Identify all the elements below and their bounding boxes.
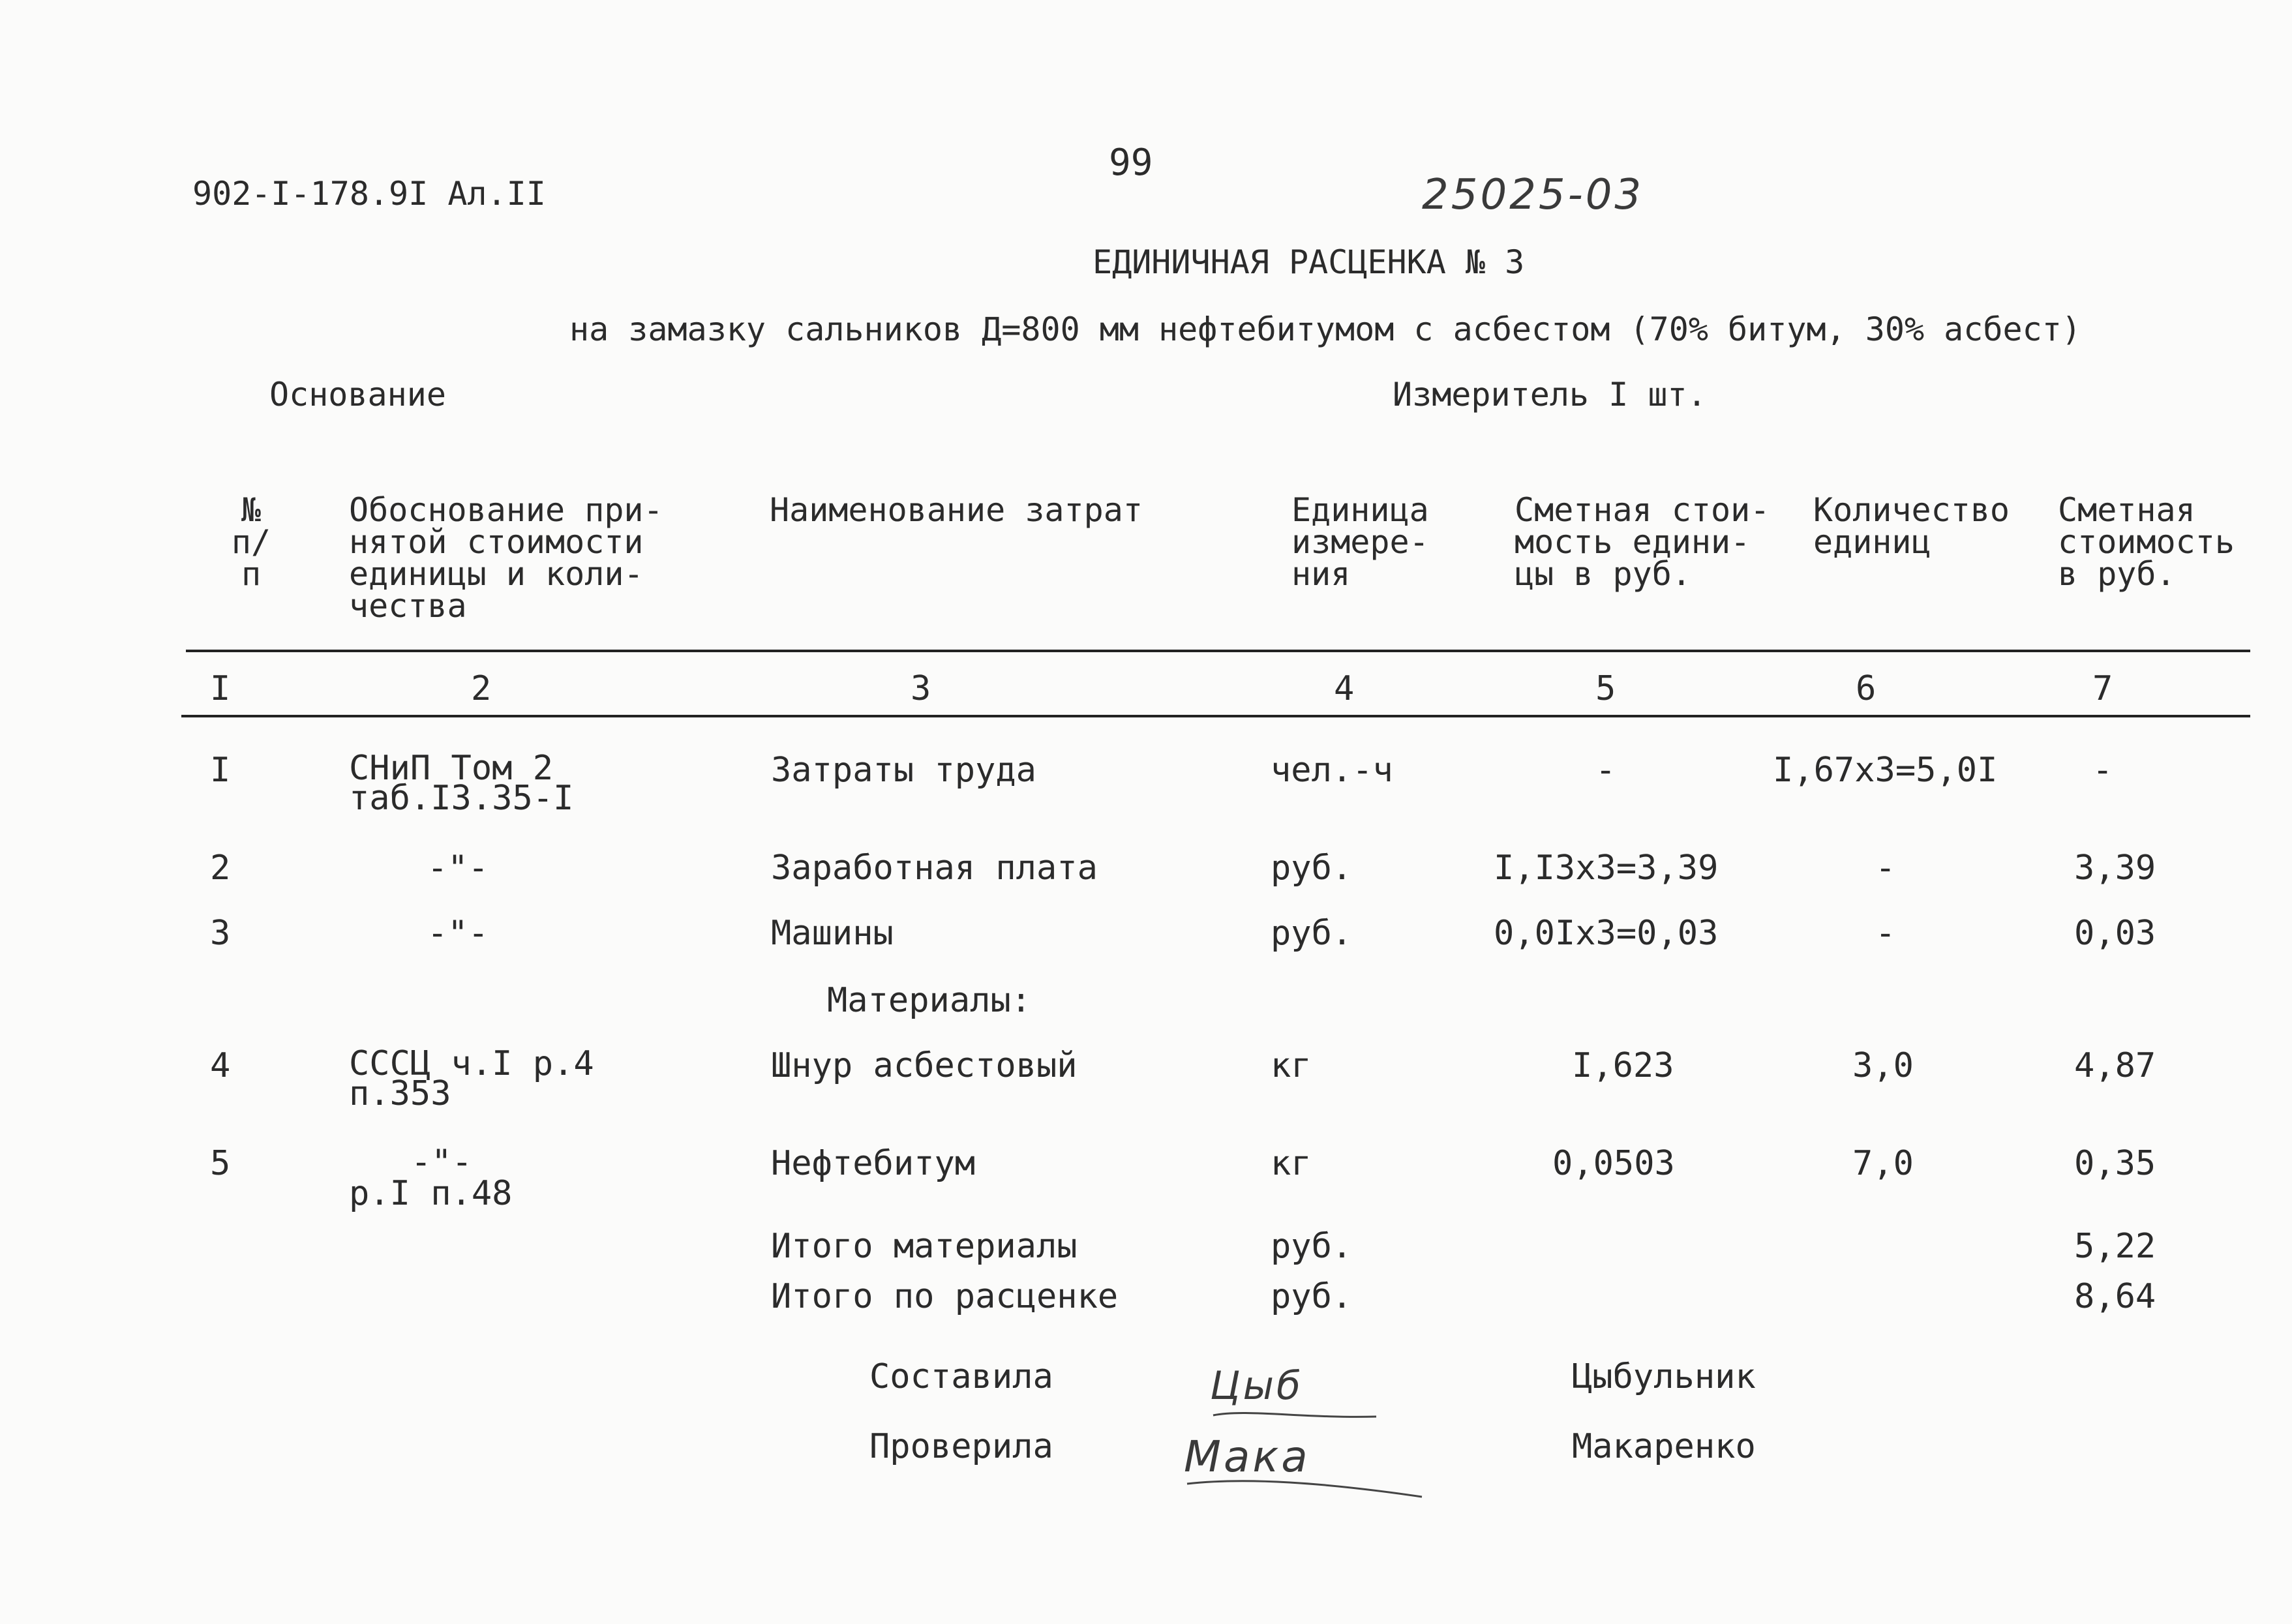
- row4-num: 4: [210, 1046, 231, 1085]
- checked-signature: Мака: [1184, 1432, 1310, 1482]
- checked-name: Макаренко: [1572, 1427, 1756, 1466]
- row4-cost: 4,87: [2074, 1046, 2156, 1085]
- compiled-name: Цыбульник: [1572, 1357, 1756, 1396]
- col-header-1: № п/п: [231, 491, 271, 593]
- checked-label: Проверила: [869, 1427, 1053, 1466]
- col-header-2: Обоснование при- нятой стоимости единицы и коли- чества: [349, 491, 663, 625]
- row3-basis: -"-: [427, 914, 489, 953]
- row3-num: 3: [210, 914, 231, 953]
- row3-unit: руб.: [1271, 914, 1353, 953]
- compiled-signature-stroke: [1207, 1370, 1383, 1428]
- numbers-rule: [181, 715, 2250, 717]
- row1-num: I: [210, 751, 231, 790]
- col-number-3: 3: [911, 669, 931, 708]
- row1-unit-cost: -: [1595, 751, 1616, 790]
- total-materials-label: Итого материалы: [771, 1227, 1078, 1266]
- checked-signature-stroke: [1181, 1445, 1428, 1503]
- row3-name: Машины: [771, 914, 894, 953]
- compiled-signature: Цыб: [1210, 1363, 1303, 1409]
- row2-qty: -: [1875, 849, 1896, 888]
- row1-cost: -: [2092, 751, 2113, 790]
- measure-label: Измеритель I шт.: [1393, 376, 1707, 414]
- col-number-4: 4: [1334, 669, 1355, 708]
- row2-unit: руб.: [1271, 849, 1353, 888]
- total-materials-cost: 5,22: [2074, 1227, 2156, 1266]
- row5-basis: -"- р.I п.48: [349, 1143, 513, 1213]
- materials-section-label: Материалы:: [827, 981, 1032, 1020]
- handwritten-code: 25025-03: [1422, 171, 1644, 219]
- total-rate-label: Итого по расценке: [771, 1277, 1119, 1316]
- row1-qty: I,67x3=5,0I: [1773, 751, 1998, 790]
- total-rate-unit: руб.: [1271, 1277, 1353, 1316]
- col-header-6: Количество единиц: [1813, 491, 2010, 561]
- row2-name: Заработная плата: [771, 849, 1098, 888]
- col-number-2: 2: [471, 669, 492, 708]
- col-header-5: Сметная стои- мость едини- цы в руб.: [1515, 491, 1770, 593]
- page-number: 99: [1109, 142, 1153, 184]
- header-rule: [186, 650, 2250, 652]
- row5-qty: 7,0: [1852, 1144, 1914, 1183]
- total-rate-cost: 8,64: [2074, 1277, 2156, 1316]
- compiled-label: Составила: [869, 1357, 1053, 1396]
- row1-name: Затраты труда: [771, 751, 1036, 790]
- page-title: ЕДИНИЧНАЯ РАСЦЕНКА № 3: [1093, 243, 1525, 281]
- row4-basis: СССЦ ч.I р.4 п.353: [349, 1044, 594, 1113]
- col-header-7: Сметная стоимость в руб.: [2058, 491, 2235, 593]
- basis-label: Основание: [269, 376, 446, 414]
- col-header-4: Единица измере- ния: [1291, 491, 1429, 593]
- row5-unit-cost: 0,0503: [1552, 1144, 1675, 1183]
- row5-name: Нефтебитум: [771, 1144, 976, 1183]
- row3-qty: -: [1875, 914, 1896, 953]
- row4-unit-cost: I,623: [1572, 1046, 1674, 1085]
- row5-unit: кг: [1271, 1144, 1312, 1183]
- row2-num: 2: [210, 849, 231, 888]
- row3-unit-cost: 0,0Ix3=0,03: [1494, 914, 1719, 953]
- col-number-1: I: [210, 669, 231, 708]
- row5-cost: 0,35: [2074, 1144, 2156, 1183]
- row5-num: 5: [210, 1144, 231, 1183]
- row4-unit: кг: [1271, 1046, 1312, 1085]
- row1-unit: чел.-ч: [1271, 751, 1393, 790]
- col-header-3: Наименование затрат: [770, 491, 1143, 529]
- row4-qty: 3,0: [1852, 1046, 1914, 1085]
- col-number-6: 6: [1856, 669, 1877, 708]
- row2-cost: 3,39: [2074, 849, 2156, 888]
- row4-name: Шнур асбестовый: [771, 1046, 1078, 1085]
- row2-unit-cost: I,I3x3=3,39: [1494, 849, 1719, 888]
- row1-basis: СНиП Том 2 таб.I3.35-I: [349, 749, 574, 818]
- total-materials-unit: руб.: [1271, 1227, 1353, 1266]
- row3-cost: 0,03: [2074, 914, 2156, 953]
- document-series: 902-I-178.9I Ал.II: [192, 175, 546, 213]
- col-number-5: 5: [1595, 669, 1616, 708]
- col-number-7: 7: [2092, 669, 2113, 708]
- row2-basis: -"-: [427, 849, 489, 888]
- page-subtitle: на замазку сальников Д=800 мм нефтебитумом с асбестом (70% битум, 30% асбест): [569, 310, 2081, 348]
